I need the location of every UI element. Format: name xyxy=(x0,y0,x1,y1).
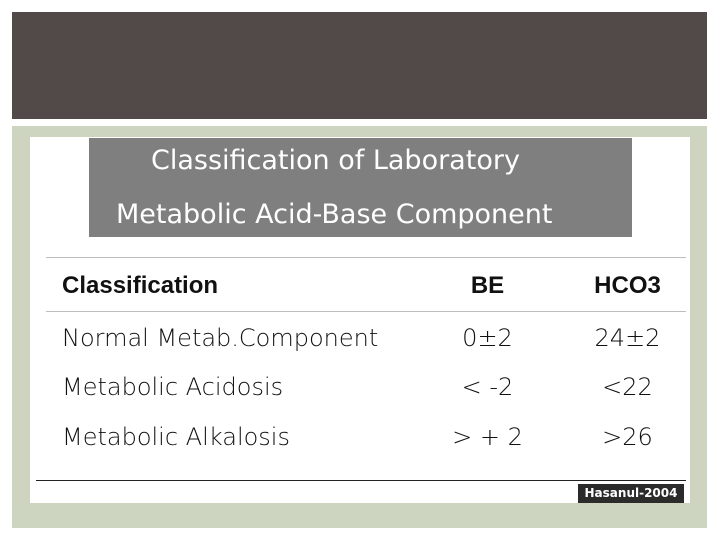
header-be: BE xyxy=(470,272,505,299)
row-acidosis-hco3: <22 xyxy=(602,373,653,401)
title-box xyxy=(89,138,632,237)
row-normal-hco3: 24±2 xyxy=(594,324,661,352)
row-alkalosis-classification: Metabolic Alkalosis xyxy=(62,423,290,451)
row-alkalosis-be: > + 2 xyxy=(452,423,523,451)
title-line-2: Metabolic Acid-Base Component xyxy=(116,198,553,230)
table-header-rule xyxy=(46,311,686,312)
title-line-1: Classification of Laboratory xyxy=(151,144,520,176)
row-acidosis-be: < -2 xyxy=(461,373,514,401)
row-alkalosis-hco3: >26 xyxy=(602,423,653,451)
row-normal-classification: Normal Metab.Component xyxy=(62,324,379,352)
row-normal-be: 0±2 xyxy=(462,324,513,352)
table-top-rule xyxy=(46,257,686,258)
row-acidosis-classification: Metabolic Acidosis xyxy=(62,373,284,401)
header-hco3: HCO3 xyxy=(594,272,661,299)
header-band xyxy=(12,12,707,119)
credit-label: Hasanul-2004 xyxy=(578,484,684,503)
header-classification: Classification xyxy=(62,272,219,299)
table-bottom-rule xyxy=(36,480,686,481)
